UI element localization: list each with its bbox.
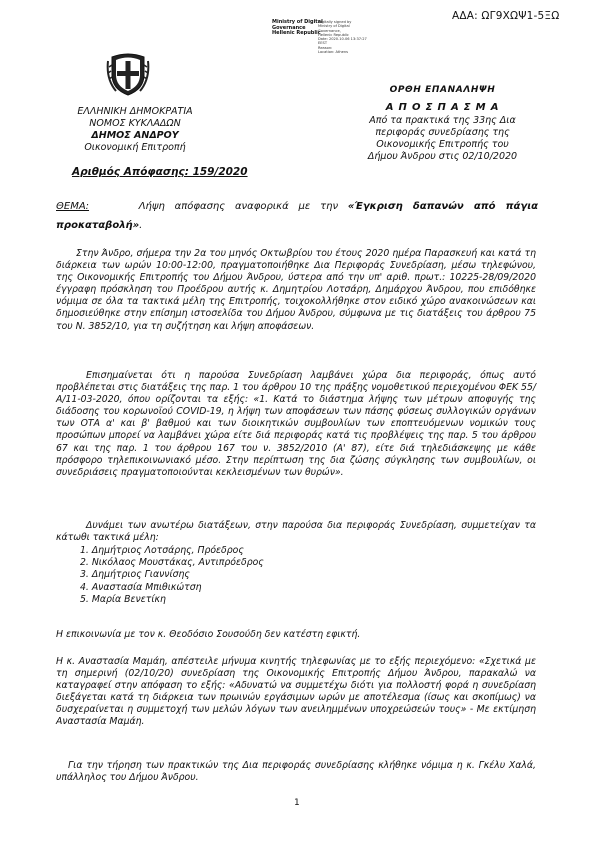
municipality-name: ΔΗΜΟΣ ΑΝΔΡΟΥ (91, 130, 179, 141)
paragraph-intro: Στην Άνδρο, σήμερα την 2α του μηνός Οκτωβρίου του έτους 2020 ημέρα Παρασκευή και κατά τη διάρκεια των ωρών 10:00-12:00, πραγματοποιήθηκε Δια Περιφοράς Συνεδρίαση, μέσω τηλεφώνου, της Οικονομικής Επιτροπής του Δήμου Άνδρου, ύστερα από την υπ' αριθ. πρωτ.: 10225-28/09/2020 έγγραφη πρόσκληση του Προέδρου αυτής κ. Δημητρίου Λοτσάρη, Δημάρχου Άνδρου, που επιδόθηκε νόμιμα σε όλα τα τακτικά μέλη της Επιτροπής, τοιχοκολλήθηκε στον ειδικό χώρο ανακοινώσεων και δημοσιεύθηκε στην επίσημη ιστοσελίδα του Δήμου Άνδρου, σύμφωνα με τις διατάξεις του άρθρου 75 του Ν. 3852/10, για τη συζήτηση και λήψη αποφάσεων. (56, 248, 536, 332)
list-item: 4. Αναστασία Μπιθικώτση (80, 581, 202, 593)
list-item: 5. Μαρία Βενετίκη (80, 593, 166, 605)
subject-text: Λήψη απόφασης αναφορικά με την (138, 201, 339, 212)
signature-detail-line: EEST (318, 41, 328, 46)
subject-bold-text: «Έγκριση δαπανών από πάγια προκαταβολή» (56, 201, 538, 231)
signature-detail (318, 20, 367, 54)
signature-detail-line: Date: 2020.10.06 13:37:27 (318, 37, 367, 42)
right-header (340, 84, 545, 164)
paragraph-members-intro: Δυνάμει των ανωτέρω διατάξεων, στην παρούσα δια περιφοράς Συνεδρίαση, συμμετείχαν τα κάτωθι τακτικά μέλη: (56, 520, 536, 544)
country-name: ΕΛΛΗΝΙΚΗ ΔΗΜΟΚΡΑΤΙΑ (77, 106, 193, 117)
hellenic-coat-of-arms-icon (106, 49, 150, 97)
paragraph-minutes: Για την τήρηση των πρακτικών της Δια περιφοράς συνεδρίασης κλήθηκε νόμιμα η κ. Γκέλυ Χαλά, υπάλληλος του Δήμου Άνδρου. (56, 760, 536, 784)
signature-detail-line: Reason: (318, 45, 333, 50)
signature-detail-line: Governance, (318, 28, 341, 33)
extract-line: περιφοράς συνεδρίασης της (375, 126, 510, 138)
committee-name: Οικονομική Επιτροπή (84, 142, 186, 153)
signature-line: Governance (272, 24, 306, 31)
extract-title: Α Π Ο Σ Π Α Σ Μ Α (385, 102, 500, 114)
extract-line: Δήμου Άνδρου στις 02/10/2020 (367, 151, 518, 163)
correct-repetition-label: ΟΡΘΗ ΕΠΑΝΑΛΗΨΗ (389, 85, 496, 95)
signature-line: Hellenic Republic (272, 30, 321, 37)
signature-detail-line: Location: Athens (318, 50, 348, 55)
members-list (80, 545, 264, 606)
paragraph-legal: Επισημαίνεται ότι η παρούσα Συνεδρίαση λαμβάνει χώρα δια περιφοράς, όπως αυτό προβλέπεται στις διατάξεις της παρ. 1 του άρθρου 10 της πράξης νομοθετικού περιεχομένου ΦΕΚ 55/Α/11-03-2020, όπου ορίζονται τα εξής: «1. Κατά το διάστημα λήψης των μέτρων αποφυγής της διάδοσης του κορωνοϊού COVID-19, η λήψη των αποφάσεων των πάσης φύσεως συλλογικών οργάνων των ΟΤΑ α' και β' βαθμού και των διοικητικών συμβουλίων των εποπτευόμενων νομικών τους προσώπων μπορεί να λαμβάνει χώρα είτε διά περιφοράς κατά τις προβλέψεις της παρ. 5 του άρθρου 67 και της παρ. 1 του άρθρου 167 του ν. 3852/2010 (Α' 87), είτε διά τηλεδιάσκεψης με κάθε πρόσφορο τηλεπικοινωνιακό μέσο. Στην περίπτωση της δια ζώσης σύγκλησης των συμβουλίων, οι συνεδριάσεις πραγματοποιούνται κεκλεισμένων των θυρών». (56, 370, 536, 478)
signature-block (272, 20, 323, 37)
paragraph-message: Η κ. Αναστασία Μαμάη, απέστειλε μήνυμα κινητής τηλεφωνίας με το εξής περιεχόμενο: «Σχετικά με τη σημερινή (02/10/20) συνεδρίαση της Οικονομικής Επιτροπής Δήμου Άνδρου, παρακαλώ να καταγραφεί στην απόφαση το εξής: «Αδυνατώ να συμμετέχω διότι για πολλοστή φορά η συνεδρίαση διεξάγεται κατά τη διάρκεια των πρωινών εργάσιμων ωρών με αποτέλεσμα (ίσως και σκοπίμως) να δυσχεραίνεται η συμμετοχή των μελών λόγων των ανειλημμένων υποχρεώσεών τους» - Με εκτίμηση Αναστασία Μαμάη. (56, 656, 536, 728)
extract-line: Από τα πρακτικά της 33ης Δια (369, 114, 516, 126)
signature-detail-line: Ministry of Digital (318, 24, 350, 29)
signature-line: Ministry of Digital (272, 19, 323, 25)
signature-detail-line: Hellenic Republic (318, 32, 349, 37)
subject-end: . (139, 220, 143, 231)
list-item: 1. Δημήτριος Λοτσάρης, Πρόεδρος (80, 545, 244, 556)
list-item: 2. Νικόλαος Μουστάκας, Αντιπρόεδρος (80, 557, 264, 569)
subject-line (56, 197, 538, 235)
subject-label: ΘΕΜΑ: (56, 201, 90, 212)
list-item: 3. Δημήτριος Γιαννίσης (80, 569, 190, 581)
signature-detail-line: Digitally signed by (318, 20, 352, 24)
page-number: 1 (294, 798, 300, 808)
left-header (40, 106, 230, 154)
paragraph-absence: Η επικοινωνία με τον κ. Θεοδόσιο Σουσούδη δεν κατέστη εφικτή. (56, 629, 361, 640)
ada-code: ΑΔΑ: ΩΓ9ΧΩΨ1-5ΞΩ (452, 10, 560, 22)
prefecture-name: ΝΟΜΟΣ ΚΥΚΛΑΔΩΝ (89, 118, 181, 129)
extract-line: Οικονομικής Επιτροπής του (376, 139, 509, 151)
decision-number: Αριθμός Απόφασης: 159/2020 (72, 166, 248, 178)
